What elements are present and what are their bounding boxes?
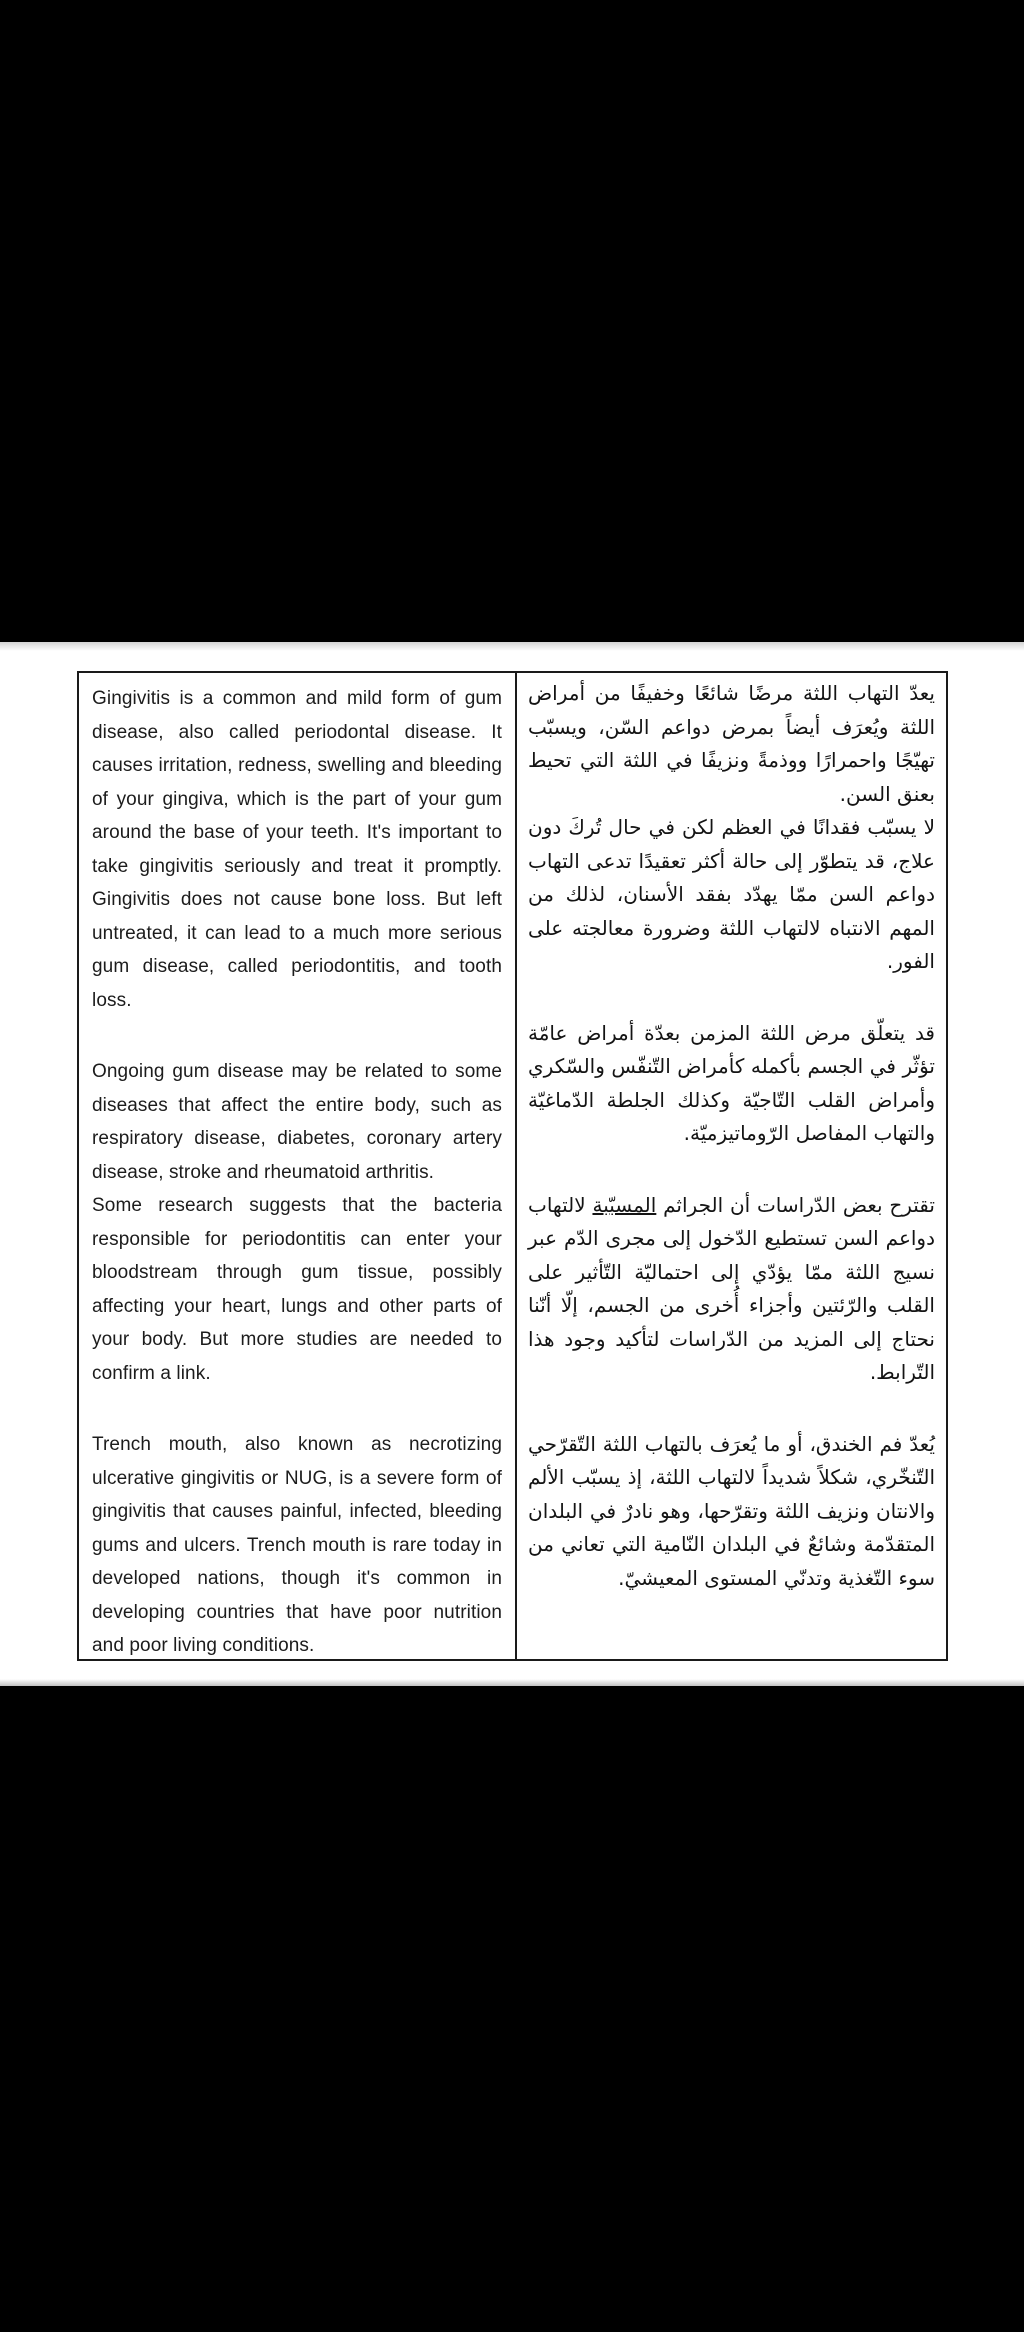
page-bottom-edge [0, 1679, 1024, 1686]
english-paragraph-3: Some research suggests that the bacteria responsible for periodontitis can enter your bloodstream through gum tissue, possibly affecting your heart, lungs and other parts of your body. But more studies are needed to confirm a link. [92, 1195, 502, 1384]
english-paragraph-2: Ongoing gum disease may be related to some diseases that affect the entire body, such as respiratory disease, diabetes, coronary artery disease, stroke and rheumatoid arthritis. [92, 1061, 502, 1183]
arabic-paragraph-3-pre: تقترح بعض الدّراسات أن الجراثم [656, 1192, 935, 1217]
top-black-bar [0, 0, 1024, 642]
bottom-black-bar [0, 1686, 1024, 2332]
arabic-paragraph-2: قد يتعلّق مرض اللثة المزمن بعدّة أمراض عامّة تؤثّر في الجسم بأكمله كأمراض التّنفّس والسّكري وأمراض القلب التّاجيّة وكذلك الجلطة الدّماغيّة والتهاب المفاصل الرّوماتيزميّة. [528, 1020, 935, 1145]
underlined-term: المسبّبة [592, 1192, 657, 1217]
english-column [79, 673, 515, 1659]
page-top-edge [0, 642, 1024, 651]
arabic-paragraph-1a: يعدّ التهاب اللثة مرضًا شائعًا وخفيفًا من أمراض اللثة ويُعرَف أيضاً بمرض دواعم السّن، ويسبّب تهيّجًا واحمرارًا ووذمةً ونزيفًا في اللثة التي تحيط بعنق السن. [528, 681, 935, 806]
english-paragraph-1: Gingivitis is a common and mild form of gum disease, also called periodontal disease. It causes irritation, redness, swelling and bleeding of your gingiva, which is the part of your gum around the base of your teeth. It's important to take gingivitis seriously and treat it promptly. Gingivitis does not cause bone loss. But left untreated, it can lead to a much more serious gum disease, called periodontitis, and tooth loss. [92, 688, 502, 1011]
document-page [0, 642, 1024, 1686]
arabic-paragraph-1b: لا يسبّب فقدانًا في العظم لكن في حال تُركَ دون علاج، قد يتطوّر إلى حالة أكثر تعقيدًا تدعى التهاب دواعم السن ممّا يهدّد بفقد الأسنان، لذلك من المهم الانتباه لالتهاب اللثة وضرورة معالجته على الفور. [528, 815, 935, 973]
arabic-paragraph-3-post: لالتهاب دواعم السن تستطيع الدّخول إلى مجرى الدّم عبر نسيج اللثة ممّا يؤدّي إلى احتماليّة التّأثير على القلب والرّئتين وأجزاء أُخرى من الجسم، إلّا أنّنا نحتاج إلى المزيد من الدّراسات لتأكيد وجود هذا التّرابط. [528, 1192, 935, 1384]
translation-table [77, 671, 948, 1661]
arabic-paragraph-3 [528, 1189, 935, 1390]
english-paragraph-4: Trench mouth, also known as necrotizing ulcerative gingivitis or NUG, is a severe form of gingivitis that causes painful, infected, bleeding gums and ulcers. Trench mouth is rare today in developed nations, though it's common in developing countries that have poor nutrition and poor living conditions. [92, 1434, 502, 1656]
arabic-paragraph-4: يُعدّ فم الخندق، أو ما يُعرَف بالتهاب اللثة التّقرّحي التّنخّري، شكلاً شديداً لالتهاب اللثة، إذ يسبّب الألم والانتان ونزيف اللثة وتقرّحها، وهو نادرٌ في البلدان المتقدّمة وشائعٌ في البلدان النّامية التي تعاني من سوء التّغذية وتدنّي المستوى المعيشيّ. [528, 1431, 935, 1590]
arabic-column [515, 673, 946, 1659]
